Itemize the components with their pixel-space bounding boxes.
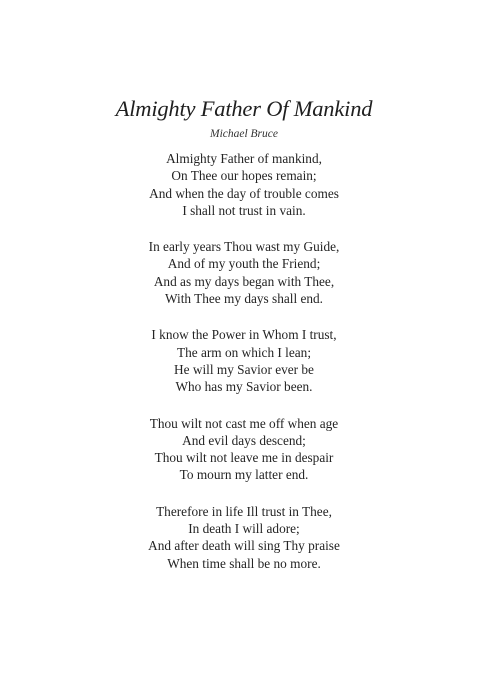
poem-body	[0, 150, 488, 591]
poem-line: In early years Thou wast my Guide,	[148, 239, 340, 255]
poem-line: Who has my Savior been.	[175, 379, 313, 395]
poem-line: He will my Savior ever be	[174, 361, 314, 377]
stanza-5	[0, 503, 488, 572]
poem-line: Almighty Father of mankind,	[166, 151, 322, 166]
poem-line: Thou wilt not leave me in despair	[154, 450, 334, 466]
poem-line: And as my days began with Thee,	[153, 273, 335, 289]
poem-line: And after death will sing Thy praise	[148, 538, 340, 554]
poem-line: With Thee my days shall end.	[164, 291, 323, 307]
poem-title: Almighty Father Of Mankind	[115, 96, 373, 121]
poem-line: I know the Power in Whom I trust,	[151, 327, 337, 343]
stanza-4	[0, 415, 488, 484]
poem-line: Thou wilt not cast me off when age	[149, 415, 339, 431]
stanza-3	[0, 326, 488, 395]
poem-line: I shall not trust in vain.	[182, 202, 306, 218]
poem-line: In death I will adore;	[188, 521, 300, 537]
poem-line: When time shall be no more.	[167, 555, 321, 571]
poem-line: To mourn my latter end.	[179, 467, 309, 483]
poem-line: Therefore in life Ill trust in Thee,	[156, 503, 332, 519]
poem-line: And when the day of trouble comes	[149, 185, 339, 201]
stanza-1	[0, 150, 488, 219]
poem-line: And evil days descend;	[182, 432, 306, 448]
poem-line: The arm on which I lean;	[176, 344, 312, 360]
poem-line: And of my youth the Friend;	[167, 256, 321, 272]
poem-author: Michael Bruce	[209, 128, 278, 140]
poem-line: On Thee our hopes remain;	[171, 168, 317, 184]
stanza-2	[0, 238, 488, 307]
